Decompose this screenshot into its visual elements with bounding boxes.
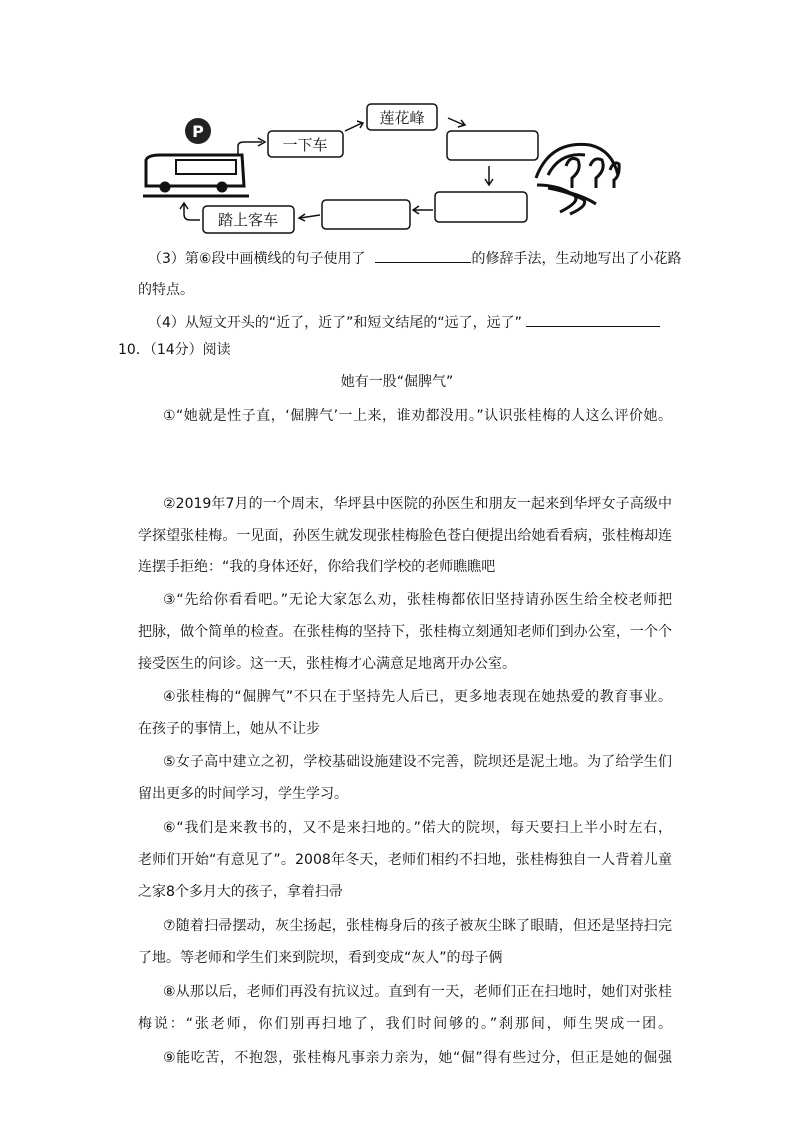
parking-letter: P bbox=[192, 122, 204, 141]
question-3 bbox=[148, 248, 681, 268]
paragraph-line: ⑧从那以后，老师们再没有抗议过。直到有一天，老师们正在扫地时，她们对张桂 bbox=[163, 984, 672, 1000]
paragraph-line: 梅说：“张老师，你们别再扫地了，我们时间够的。”刹那间，师生哭成一团。 bbox=[138, 1016, 672, 1032]
paragraph-line: 之家8个多月大的孩子，拿着扫帚 bbox=[138, 884, 343, 900]
arrow-icon bbox=[448, 118, 465, 127]
paragraph-line: ⑥“我们是来教书的，又不是来扫地的。”偌大的院坝，每天要扫上半小时左右， bbox=[163, 820, 672, 836]
flow-box-blank bbox=[447, 131, 538, 160]
question-10-header: 10．（14分）阅读 bbox=[118, 342, 231, 358]
arrow-icon bbox=[299, 214, 320, 221]
paragraph-line: ①“她就是性子直，‘倔脾气’一上来，谁劝都没用。”认识张桂梅的人这么评价她。 bbox=[163, 408, 672, 424]
paragraph-line: 在孩子的事情上，她从不让步 bbox=[138, 721, 320, 737]
question-text: （3）第⑥段中画横线的句子使用了 bbox=[148, 251, 366, 267]
arrow-icon bbox=[238, 142, 262, 155]
flow-box-blank bbox=[322, 200, 410, 229]
answer-blank[interactable] bbox=[526, 312, 660, 327]
arrow-icon bbox=[345, 121, 363, 131]
paragraph-line: 了地。等老师和学生们来到院坝，看到变成“灰人”的母子俩 bbox=[138, 950, 503, 966]
flow-box-label: 一下车 bbox=[282, 136, 328, 154]
question-4 bbox=[148, 312, 660, 332]
paragraph-line: ⑤女子高中建立之初，学校基础设施建设不完善，院坝还是泥土地。为了给学生们 bbox=[163, 754, 672, 770]
paragraph-line: ⑨能吃苦，不抱怨，张桂梅凡事亲力亲为，她“倔”得有些过分，但正是她的倔强 bbox=[163, 1050, 672, 1066]
paragraph-line: ⑦随着扫帚摆动，灰尘扬起，张桂梅身后的孩子被灰尘眯了眼睛，但还是坚持扫完 bbox=[163, 918, 672, 934]
scenic-mountain-icon bbox=[536, 144, 619, 214]
paragraph-line: ④张桂梅的“倔脾气”不只在于坚持先人后已，更多地表现在她热爱的教育事业。 bbox=[163, 689, 672, 705]
bus-icon bbox=[146, 155, 244, 191]
flow-box-label: 莲花峰 bbox=[379, 109, 425, 127]
question-text: （4）从短文开头的“近了，近了”和短文结尾的“远了，远了” bbox=[148, 315, 522, 331]
arrow-icon bbox=[413, 206, 433, 214]
trip-flow-diagram bbox=[0, 0, 794, 240]
flow-box-blank bbox=[435, 192, 527, 222]
paragraph-line: 老师们开始“有意见了”。2008年冬天，老师们相约不扫地，张桂梅独自一人背着儿童 bbox=[138, 852, 672, 868]
question-text: 的特点。 bbox=[138, 282, 194, 298]
question-text: 的修辞手法，生动地写出了小花路 bbox=[471, 251, 682, 267]
paragraph-line: 接受医生的问诊。这一天，张桂梅才心满意足地离开办公室。 bbox=[138, 656, 516, 672]
paragraph-line: 把脉，做个简单的检查。在张桂梅的坚持下，张桂梅立刻通知老师们到办公室，一个个 bbox=[138, 624, 672, 640]
paragraph-line: ③“先给你看看吧。”无论大家怎么劝，张桂梅都依旧坚持请孙医生给全校老师把 bbox=[163, 592, 672, 608]
answer-blank[interactable] bbox=[375, 248, 471, 263]
flow-box-label: 踏上客车 bbox=[217, 211, 279, 229]
parking-sign-icon bbox=[185, 118, 211, 144]
arrow-icon bbox=[180, 203, 200, 220]
article-title: 她有一股“倔脾气” bbox=[340, 374, 454, 390]
paragraph-line: 连摆手拒绝：“我的身体还好，你给我们学校的老师瞧瞧吧 bbox=[138, 559, 496, 575]
paragraph-line: 学探望张桂梅。一见面，孙医生就发现张桂梅脸色苍白便提出给她看看病，张桂梅却连 bbox=[138, 528, 672, 544]
paragraph-line: 留出更多的时间学习，学生学习。 bbox=[138, 786, 348, 802]
paragraph-line: ②2019年7月的一个周末，华坪县中医院的孙医生和朋友一起来到华坪女子高级中 bbox=[163, 496, 672, 512]
arrow-icon bbox=[485, 166, 493, 185]
